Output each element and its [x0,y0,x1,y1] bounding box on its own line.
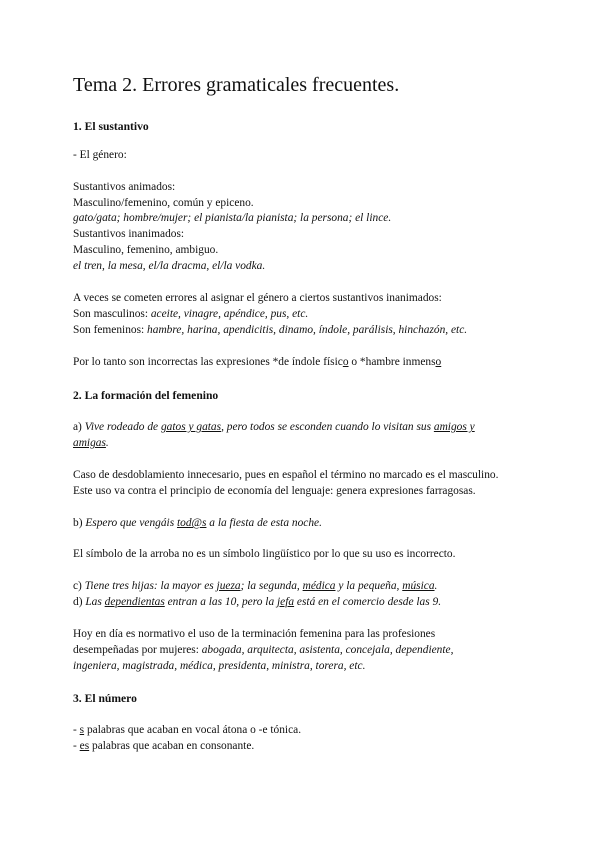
example-d-underline2: jefa [276,596,295,608]
desdoblamiento-line2: Este uso va contra el principio de economía del lenguaje: genera expresiones farragosas. [73,485,476,497]
example-c-line [73,579,437,594]
example-c-underline3: música [402,580,435,592]
example-a-text2: , pero todos se esconden cuando lo visitan sus [221,421,434,433]
example-a-line2 [73,436,109,451]
example-c-text4: . [434,580,438,592]
numero-rule-2-suffix: es [79,740,90,752]
example-a-label: a) [73,421,85,433]
page-title: Tema 2. Errores gramaticales frecuentes. [73,74,400,96]
incorrect-text-a: Por lo tanto son incorrectas las expresiones *de índole físic [73,356,343,368]
example-a-underline3: amigas [73,437,106,449]
numero-rule-1 [73,723,301,738]
inanimados-types: Masculino, femenino, ambiguo. [73,244,219,256]
example-c-text2: ; la segunda, [240,580,303,592]
example-b-underline: tod@s [176,517,207,529]
example-b-line [73,516,322,531]
subheading-genero: - El género: [73,149,127,161]
example-c-text3: y la pequeña, [335,580,403,592]
animados-types: Masculino/femenino, común y epiceno. [73,197,254,209]
arroba-note: El símbolo de la arroba no es un símbolo lingüístico por lo que su uso es incorrecto. [73,548,456,560]
numero-rule-1-suffix: s [79,724,85,736]
example-a-text3: . [105,437,109,449]
example-a-text1: Vive rodeado de [84,421,161,433]
numero-rule-1-text: palabras que acaban en vocal átona o -e tónica. [84,724,302,736]
incorrect-underline-a: o [342,356,349,368]
section-heading-numero: 3. El número [73,692,137,705]
example-d-text1: Las [85,596,105,608]
normativo-line3 [73,659,365,674]
example-b-label: b) [73,517,86,529]
example-c-underline1: jueza [216,580,241,592]
animados-examples [73,211,391,226]
example-d-label: d) [73,596,86,608]
numero-rule-2-dash: - [73,740,80,752]
incorrect-text-b: o *hambre inmens [348,356,436,368]
normativo-line1: Hoy en día es normativo el uso de la terminación femenina para las profesiones [73,628,436,640]
femeninos-label: Son femeninos: [73,324,148,336]
section-heading-femenino: 2. La formación del femenino [73,389,219,402]
example-d-line [73,595,441,610]
example-d-text3: está en el comercio desde las 9. [294,596,442,608]
example-c-underline2: médica [302,580,336,592]
example-a-underline2: amigos y [433,421,475,433]
example-d-underline1: dependientas [104,596,165,608]
inanimados-examples [73,259,265,274]
normativo-text2b: abogada, arquitecta, asistenta, concejala, dependiente, [201,644,454,656]
example-b-text1: Espero que vengáis [85,517,177,529]
inanimados-examples-text: el tren, la mesa, el/la dracma, el/la vodka. [73,260,266,272]
normativo-line2 [73,643,453,658]
normativo-text3: ingeniera, magistrada, médica, presidenta, ministra, torera, etc. [73,660,366,672]
example-a-line1 [73,420,475,435]
section-heading-sustantivo: 1. El sustantivo [73,120,149,133]
example-c-text1: Tiene tres hijas: la mayor es [84,580,217,592]
normativo-text2a: desempeñadas por mujeres: [73,644,202,656]
desdoblamiento-line1: Caso de desdoblamiento innecesario, pues en español el término no marcado es el masculino. [73,469,499,481]
femeninos-line [73,323,467,338]
example-c-label: c) [73,580,85,592]
numero-rule-2-text: palabras que acaban en consonante. [89,740,255,752]
numero-rule-1-dash: - [73,724,80,736]
masculinos-label: Son masculinos: [73,308,151,320]
animados-examples-text: gato/gata; hombre/mujer; el pianista/la pianista; la persona; el lince. [73,212,392,224]
masculinos-line [73,307,308,322]
example-b-text2: a la fiesta de esta noche. [206,517,322,529]
masculinos-examples: aceite, vinagre, apéndice, pus, etc. [150,308,309,320]
incorrect-underline-b: o [435,356,442,368]
example-d-text2: entran a las 10, pero la [164,596,277,608]
numero-rule-2 [73,739,254,754]
animados-label: Sustantivos animados: [73,181,176,193]
femeninos-examples: hambre, harina, apendicitis, dinamo, índole, parálisis, hinchazón, etc. [147,324,468,336]
inanimados-label: Sustantivos inanimados: [73,228,185,240]
incorrect-expressions [73,355,441,370]
errores-intro: A veces se cometen errores al asignar el género a ciertos sustantivos inanimados: [73,292,442,304]
example-a-underline1: gatos y gatas [160,421,222,433]
